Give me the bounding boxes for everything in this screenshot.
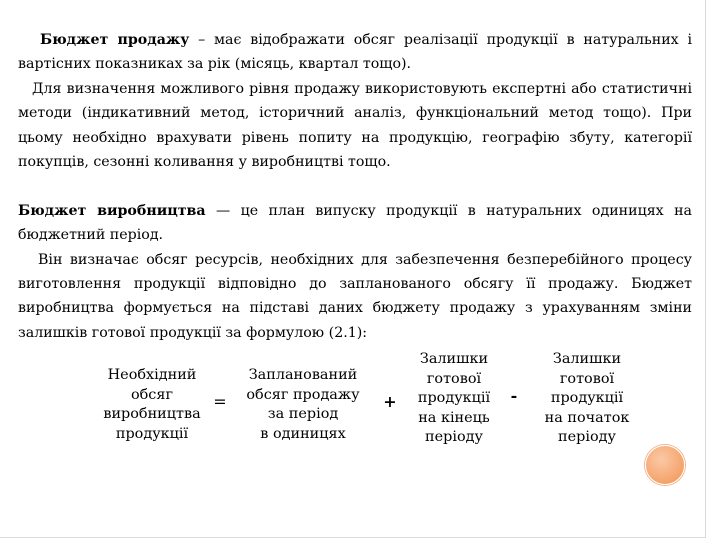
formula-term-planned-sales: Запланований обсяг продажу за період в одиницях — [246, 367, 360, 442]
formula-term-stock-end: Залишки готової продукції на кінець періоду — [417, 351, 491, 445]
formula-equals-sign: = — [213, 392, 227, 411]
paragraph-budget-production — [18, 199, 692, 248]
formula-term-required-production: Необхідний обсяг виробництва продукції — [103, 367, 201, 442]
term-budget-production: Бюджет виробництва — [18, 202, 206, 219]
term-budget-sales: Бюджет продажу — [40, 32, 190, 48]
paragraph-production-resources: Він визначає обсяг ресурсів, необхідних для забезпечення безперебійного процесу виготовлення продукції відповідно до запланованого обсягу її продажу. Бюджет виробництва формується на підставі даних бюджету продажу з урахуванням зміни залишків готової продукції за формулою (2.1): — [18, 251, 692, 341]
formula-term-stock-start: Залишки готової продукції на початок періоду — [544, 351, 630, 445]
paragraph-sales-methods: Для визначення можливого рівня продажу використовують експертні або статистичні методи (індикативний метод, історичний аналіз, функціональний метод тощо). При цьому необхідно врахувати рівень попиту на продукцію, географію збуту, категорії покупців, сезонні коливання у виробництві тощо. — [18, 80, 692, 171]
paragraph-budget-sales — [18, 28, 692, 77]
definition-budget-sales: – має відображати обсяг реалізації продукції в натуральних і вартісних показниках за рік (місяць, квартал тощо). — [18, 32, 692, 73]
formula-minus-sign: - — [510, 386, 518, 405]
decorative-circle — [645, 445, 685, 485]
formula-plus-sign: + — [383, 392, 397, 411]
body-text — [18, 28, 692, 345]
definition-budget-production: — це план випуску продукції в натуральних одиницях на бюджетний період. — [18, 202, 692, 244]
